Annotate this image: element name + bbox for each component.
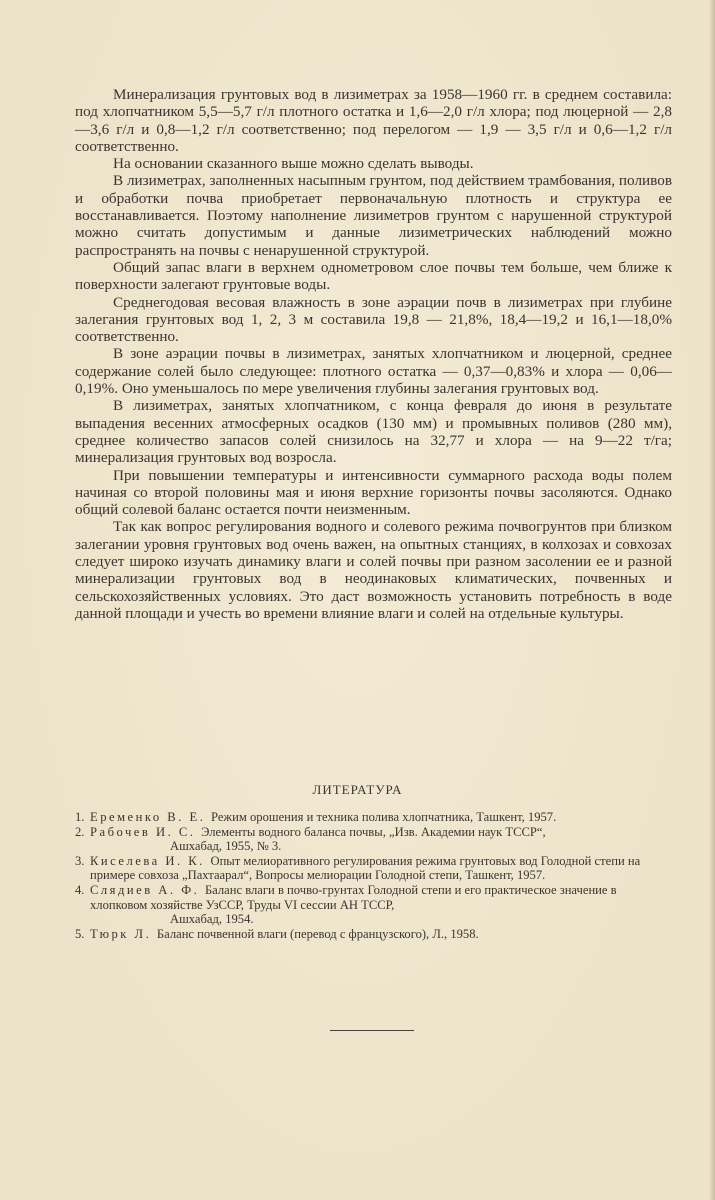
reference-author: Еременко В. Е. [90, 810, 211, 824]
reference-item [75, 854, 672, 883]
reference-item [75, 927, 672, 942]
paragraph: Среднегодовая весовая влажность в зоне аэрации почв в лизиметрах при глубине залегания грунтовых вод 1, 2, 3 м составила 19,8 — 21,8%, 18,4—19,2 и 16,1—18,0% соответственно. [75, 293, 672, 346]
reference-text: Баланс почвенной влаги (перевод с французского), Л., 1958. [156, 926, 479, 941]
reference-author: Рабочев И. С. [90, 824, 202, 839]
reference-text: Опыт мелиоративного регулирования режима грунтовых вод Голодной степи на примере совхоза „Пахтаарал“, Вопросы мелиорации Голодной степи, Ташкент, 1957. [90, 853, 641, 883]
end-divider [330, 1030, 414, 1031]
reference-continuation: Ашхабад, 1955, № 3. [170, 839, 282, 854]
reference-item [75, 883, 672, 927]
reference-number: 4. [75, 882, 85, 897]
reference-item [75, 810, 672, 825]
reference-continuation: Ашхабад, 1954. [170, 912, 254, 927]
reference-body [90, 883, 672, 927]
reference-body [90, 927, 672, 942]
paragraph: Так как вопрос регулирования водного и солевого режима почвогрунтов при близком залегании уровня грунтовых вод очень важен, на опытных станциях, в колхозах и совхозах следует широко изучать динамику влаги и солей почвы при разном засолении ее и разной минерализации грунтовых вод в неодинаковых климатических, почвенных и сельскохозяйственных условиях. Это даст возможность установить потребность в воде данной площади и учесть во времени влияние влаги и солей на отдельные культуры. [75, 518, 672, 622]
body-text [75, 86, 672, 622]
reference-number: 3. [75, 853, 85, 868]
reference-number: 5. [75, 926, 85, 941]
paragraph: На основании сказанного выше можно сделать выводы. [113, 155, 474, 173]
reference-text: Баланс влаги в почво-грунтах Голодной степи и его практическое значение в хлопковом хозяйстве УзССР, Труды VI сессии АН ТССР, [90, 882, 617, 912]
references-title: ЛИТЕРАТУРА [312, 782, 403, 797]
paragraph: Общий запас влаги в верхнем однометровом слое почвы тем больше, чем ближе к поверхности залегают грунтовые воды. [75, 258, 672, 294]
reference-author: Тюрк Л. [90, 926, 157, 941]
reference-text: Режим орошения и техника полива хлопчатника, Ташкент, 1957. [211, 810, 557, 824]
page-edge-shadow [709, 0, 715, 1200]
reference-text: Элементы водного баланса почвы, „Изв. Академии наук ТССР“, [201, 824, 546, 839]
reference-author: Слядиев А. Ф. [90, 882, 205, 897]
reference-body [90, 825, 672, 854]
paragraph: В лизиметрах, занятых хлопчатником, с конца февраля до июня в результате выпадения весенних атмосферных осадков (130 мм) и промывных поливов (280 мм), среднее количество запасов солей снизилось на 32,77 и хлора — на 9—22 т/га; минерализация грунтовых вод возросла. [75, 397, 672, 467]
paragraph: Минерализация грунтовых вод в лизиметрах за 1958—1960 гг. в среднем составила: под хлопчатником 5,5—5,7 г/л плотного остатка и 1,6—2,0 г/л хлора; под люцерной — 2,8—3,6 г/л и 0,8—1,2 г/л соответственно; под перелогом — 1,9 — 3,5 г/л и 0,6—1,2 г/л соответственно. [75, 86, 672, 155]
paragraph: В зоне аэрации почвы в лизиметрах, занятых хлопчатником и люцерной, среднее содержание солей было следующее: плотного остатка — 0,37—0,83% и хлора — 0,06—0,19%. Оно уменьшалось по мере увеличения глубины залегания грунтовых вод. [75, 345, 672, 398]
reference-body [90, 854, 672, 883]
reference-body [90, 810, 672, 825]
reference-number: 2. [75, 824, 85, 839]
reference-number: 1. [75, 810, 85, 824]
paragraph: При повышении температуры и интенсивности суммарного расхода воды полем начиная со второй половины мая и июня верхние горизонты почвы засоляются. Однако общий солевой баланс остается почти неизменным. [75, 466, 672, 519]
reference-author: Киселева И. К. [90, 853, 211, 868]
references-list [75, 810, 672, 941]
paragraph: В лизиметрах, заполненных насыпным грунтом, под действием трамбования, поливов и обработки почва приобретает первоначальную плотность и структура ее восстанавливается. Поэтому наполнение лизиметров грунтом с нарушенной структурой можно считать допустимым и данные лизиметрических наблюдений можно распространять на почвы с ненарушенной структурой. [75, 172, 672, 259]
reference-item [75, 825, 672, 854]
